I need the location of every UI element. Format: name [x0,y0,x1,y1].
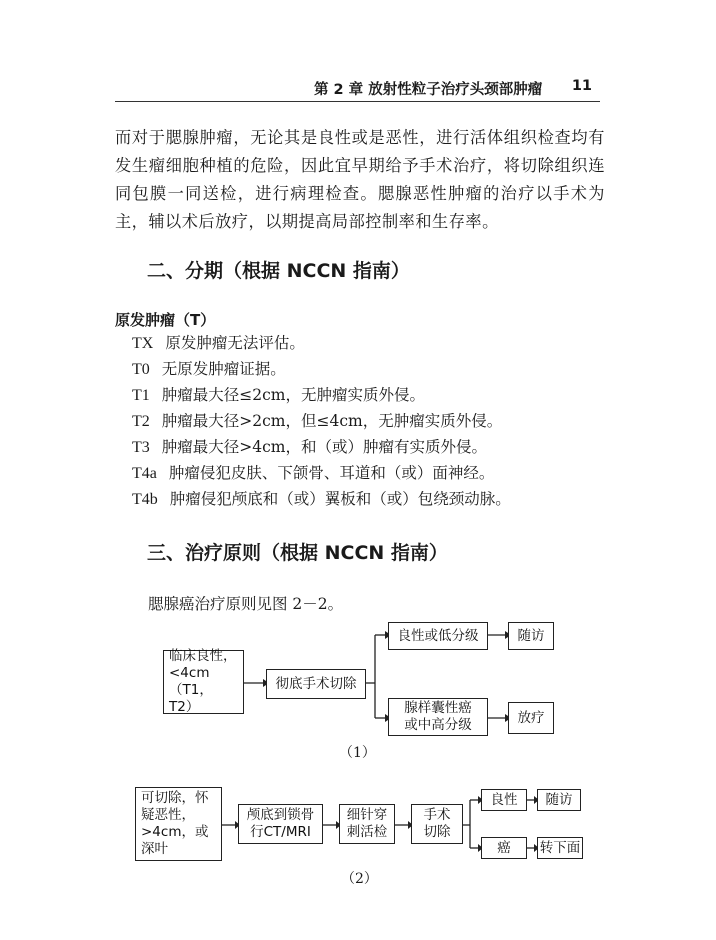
stage-text: 无原发肿瘤证据。 [161,360,286,378]
stage-text: 肿瘤最大径>4cm，和（或）肿瘤有实质外侵。 [161,438,488,456]
stage-code: T3 [132,439,150,456]
flow1-benign-low-grade-box: 良性或低分级 [388,622,488,650]
flow2-biopsy-box: 细针穿 刺活检 [339,804,395,844]
stage-text: 肿瘤侵犯颅底和（或）翼板和（或）包绕颈动脉。 [169,490,511,508]
stage-code: TX [132,335,154,352]
flow1-follow-up-box: 随访 [508,622,554,650]
intro-paragraph: 而对于腮腺肿瘤，无论其是良性或是恶性，进行活体组织检查均有发生瘤细胞种植的危险，因此宜早期给予手术治疗，将切除组织连同包膜一同送检，进行病理检查。腮腺恶性肿瘤的治疗以手术为主，辅以术后放疗，以期提高局部控制率和生存率。 [115,128,605,231]
flow1-caption: （1） [339,745,376,761]
flow2-follow-up-box: 随访 [537,789,581,811]
stage-code: T4b [132,491,158,508]
stage-code: T1 [132,387,150,404]
flow2-benign-box: 良性 [481,789,527,811]
stage-code: T0 [132,361,150,378]
stage-text: 肿瘤侵犯皮肤、下颌骨、耳道和（或）面神经。 [168,464,495,482]
flow2-start-box: 可切除，怀 疑恶性， >4cm，或 深叶 [135,787,222,861]
flow1-start-box: 临床良性， <4cm（T1， T2） [163,650,244,714]
section-heading-treatment: 三、治疗原则（根据 NCCN 指南） [147,542,448,564]
figure-reference: 腮腺癌治疗原则见图 2－2。 [148,595,344,613]
flow2-caption: （2） [341,871,378,887]
flow2-imaging-box: 颅底到锁骨 行CT/MRI [238,804,323,844]
page-number: 11 [571,78,592,94]
flow1-radiotherapy-box: 放疗 [508,702,554,734]
stage-text: 肿瘤最大径≤2cm，无肿瘤实质外侵。 [161,386,426,404]
chapter-title: 第 2 章 放射性粒子治疗头颈部肿瘤 [314,82,543,98]
flow2-surgery-box: 手术 切除 [411,804,463,844]
flow1-adenoid-cystic-box: 腺样囊性癌 或中高分级 [388,698,488,736]
stage-text: 肿瘤最大径>2cm，但≤4cm，无肿瘤实质外侵。 [161,412,503,430]
flow2-continue-below-box: 转下面 [537,837,583,859]
stage-code: T4a [132,465,157,482]
stage-code: T2 [132,413,150,430]
flow1-surgery-box: 彻底手术切除 [266,669,366,699]
subheading-primary-tumor: 原发肿瘤（T） [115,311,216,329]
stage-text: 原发肿瘤无法评估。 [165,334,305,352]
flow2-cancer-box: 癌 [481,837,527,859]
section-heading-staging: 二、分期（根据 NCCN 指南） [147,260,410,282]
